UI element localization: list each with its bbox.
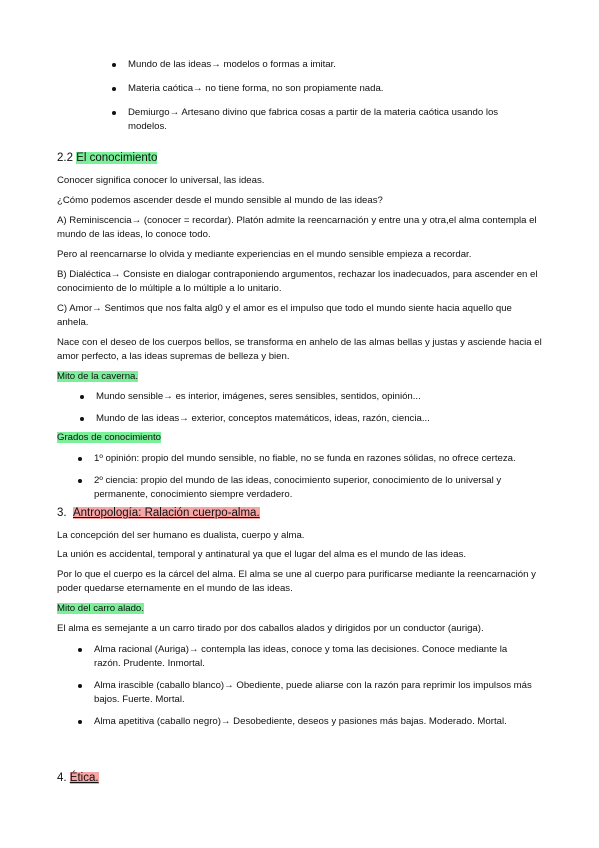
bullet-icon — [112, 87, 116, 91]
paragraph: Nace con el deseo de los cuerpos bellos, se transforma en anhelo de las almas bellas y justas y asciende hacia el amor perfecto, a las ideas supremas de belleza y bien. — [57, 337, 542, 362]
section-title: Antropología: Ralación cuerpo-alma. — [72, 507, 260, 519]
carro-list — [94, 643, 534, 729]
paragraph: La concepción del ser humano es dualista, cuerpo y alma. — [57, 530, 305, 541]
subheading-carro: Mito del carro alado. — [57, 603, 144, 614]
subheading-grados: Grados de conocimiento — [57, 432, 161, 443]
bullet-icon — [80, 395, 84, 399]
paragraph: El alma es semejante a un carro tirado por dos caballos alados y dirigidos por un conductor (auriga). — [57, 623, 484, 634]
intro-list — [128, 58, 528, 134]
list-item: Alma irascible (caballo blanco)→ Obediente, puede aliarse con la razón para reprimir los impulsos más bajos. Fuerte. Mortal. — [94, 679, 534, 707]
list-item: 1º opinión: propio del mundo sensible, no fiable, no se funda en razones sólidas, no ofrece certeza. — [94, 452, 544, 466]
paragraph: La unión es accidental, temporal y antinatural ya que el lugar del alma es el mundo de las ideas. — [57, 549, 467, 560]
list-item: Mundo sensible→ es interior, imágenes, seres sensibles, sentidos, opinión... — [96, 390, 546, 404]
paragraph: C) Amor→ Sentimos que nos falta alg0 y el amor es el impulso que todo el mundo siente hacia aquello que anhela. — [57, 303, 512, 328]
list-item: Materia caótica→ no tiene forma, no son propiamente nada. — [128, 82, 528, 96]
bullet-icon — [78, 720, 82, 724]
section-title: El conocimiento — [76, 152, 158, 164]
caverna-list — [96, 390, 546, 426]
paragraph: B) Dialéctica→ Consiste en dialogar contraponiendo argumentos, rechazar los inadecuados, para ascender en el conocimiento de lo múltiple a lo múltiple a lo unitario. — [57, 269, 538, 294]
bullet-icon — [112, 63, 116, 67]
paragraph: A) Reminiscencia→ (conocer = recordar). Platón admite la reencarnación y entre una y otra,el alma contempla el mundo de las ideas, lo conoce todo. — [57, 215, 537, 240]
list-item: Alma apetitiva (caballo negro)→ Desobediente, deseos y pasiones más bajas. Moderado. Mortal. — [94, 715, 534, 729]
list-item: Mundo de las ideas→ modelos o formas a imitar. — [128, 58, 528, 72]
paragraph: Conocer significa conocer lo universal, las ideas. — [57, 175, 265, 186]
section-heading-4: 4. Ética. — [57, 772, 99, 784]
list-item: 2º ciencia: propio del mundo de las ideas, conocimiento superior, conocimiento de lo universal y permanente, conocimiento siempre verdadero. — [94, 474, 544, 502]
paragraph: ¿Cómo podemos ascender desde el mundo sensible al mundo de las ideas? — [57, 195, 383, 206]
section-heading-3: 3. Antropología: Ralación cuerpo-alma. — [57, 507, 260, 519]
list-item: Demiurgo→ Artesano divino que fabrica cosas a partir de la materia caótica usando los modelos. — [128, 106, 528, 134]
grados-list — [94, 452, 544, 502]
section-title: Ética. — [69, 772, 99, 784]
subheading-caverna: Mito de la caverna. — [57, 371, 139, 382]
bullet-icon — [112, 111, 116, 115]
paragraph: Pero al reencarnarse lo olvida y mediante experiencias en el mundo sensible empieza a recordar. — [57, 249, 472, 260]
bullet-icon — [78, 684, 82, 688]
list-item: Mundo de las ideas→ exterior, conceptos matemáticos, ideas, razón, ciencia... — [96, 412, 546, 426]
paragraph: Por lo que el cuerpo es la cárcel del alma. El alma se une al cuerpo para purificarse mediante la reencarnación y poder quedarse eternamente en el mundo de las ideas. — [57, 569, 536, 594]
bullet-icon — [80, 417, 84, 421]
section-heading-2-2: 2.2 El conocimiento — [57, 152, 158, 164]
bullet-icon — [78, 457, 82, 461]
bullet-icon — [78, 479, 82, 483]
list-item: Alma racional (Auriga)→ contempla las ideas, conoce y toma las decisiones. Conoce mediante la razón. Prudente. Inmortal. — [94, 643, 534, 671]
bullet-icon — [78, 648, 82, 652]
